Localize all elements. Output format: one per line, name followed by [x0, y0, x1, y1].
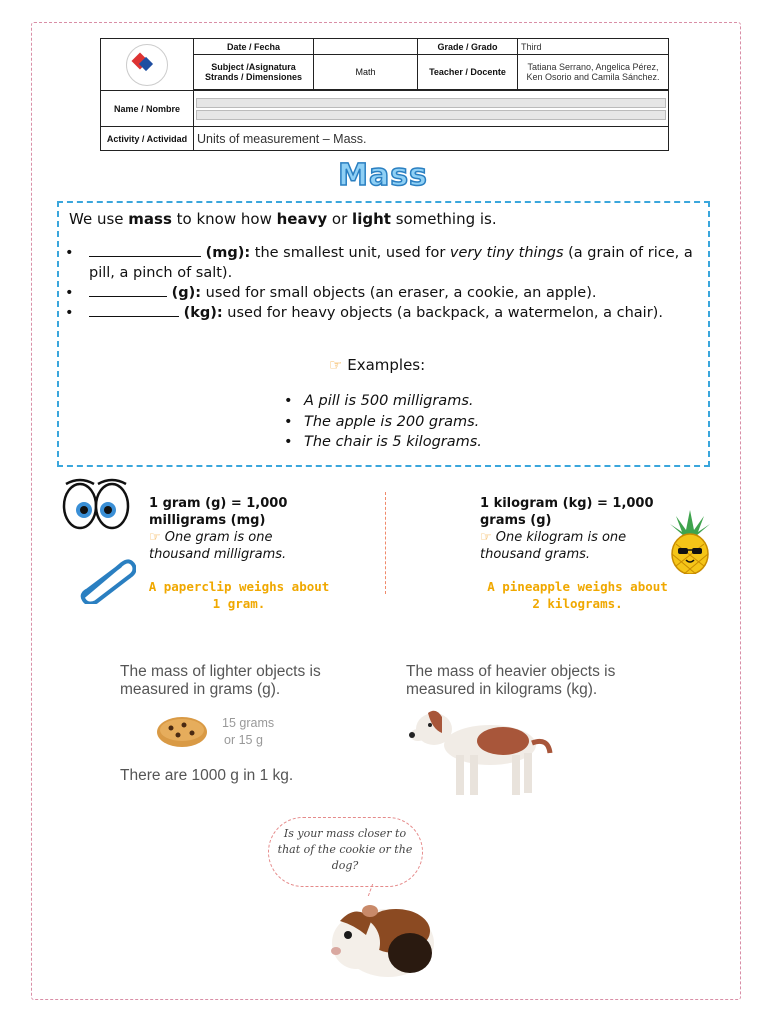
pineapple-icon [666, 510, 714, 574]
eyes-icon [60, 478, 132, 533]
teacher-label: Teacher / Docente [418, 55, 518, 90]
definition-box [57, 201, 710, 467]
question-text: Is your mass closer to that of the cookie or the dog? [277, 827, 413, 872]
cookie-icon [156, 716, 208, 748]
gram-note: ☞ One gram is one thousand milligrams. [149, 530, 287, 562]
kilogram-equation: 1 kilogram (kg) = 1,000 grams (g) [480, 496, 654, 528]
teacher-value: Tatiana Serrano, Angelica Pérez, Ken Osorio and Camila Sánchez. [518, 55, 669, 90]
subject-value: Math [314, 55, 418, 90]
gram-info [149, 495, 324, 563]
example-item: • The apple is 200 grams. [304, 412, 482, 433]
activity-value: Units of measurement – Mass. [194, 127, 669, 151]
grade-value: Third [518, 39, 669, 55]
unit-item-kg: • (kg): used for heavy objects (a backpack, a watermelon, a chair). [89, 303, 699, 323]
unit-item-mg: • (mg): the smallest unit, used for very tiny things (a grain of rice, a pill, a pinch of salt). [89, 243, 699, 283]
date-label: Date / Fecha [194, 39, 314, 55]
page-title: Mass [338, 158, 428, 193]
grade-label: Grade / Grado [418, 39, 518, 55]
gram-equation: 1 gram (g) = 1,000 milligrams (mg) [149, 496, 288, 528]
subject-label: Subject /Asignatura Strands / Dimensiones [194, 55, 314, 90]
example-item: • The chair is 5 kilograms. [304, 432, 482, 453]
activity-label: Activity / Actividad [101, 127, 194, 151]
paperclip-fact: A paperclip weighs about 1 gram. [148, 579, 330, 611]
pointing-hand-icon: ☞ [149, 530, 161, 545]
example-item: • A pill is 500 milligrams. [304, 391, 482, 412]
fill-blank-kg[interactable] [89, 303, 179, 317]
fill-blank-g[interactable] [89, 283, 167, 297]
cookie-label-2: or 15 g [224, 733, 263, 747]
kg-fact: There are 1000 g in 1 kg. [120, 767, 294, 784]
dog-icon [408, 703, 553, 803]
unit-item-g: • (g): used for small objects (an eraser, a cookie, an apple). [89, 283, 699, 303]
pointing-hand-icon: ☞ [329, 356, 343, 374]
name-field[interactable] [194, 91, 669, 127]
date-value[interactable] [314, 39, 418, 55]
fill-blank-mg[interactable] [89, 243, 201, 257]
school-logo [126, 44, 168, 86]
logo-cell [101, 39, 194, 91]
units-list [89, 243, 699, 323]
kilogram-note: ☞ One kilogram is one thousand grams. [480, 530, 627, 562]
examples-list [304, 391, 482, 453]
pineapple-fact: A pineapple weighs about 2 kilograms. [487, 579, 668, 611]
column-divider [385, 492, 386, 594]
paperclip-icon [76, 556, 136, 604]
name-label: Name / Nombre [101, 91, 194, 127]
cookie-label-1: 15 grams [222, 716, 275, 730]
examples-heading: ☞ Examples: [329, 356, 426, 374]
pointing-hand-icon: ☞ [480, 530, 492, 545]
kilogram-info [480, 495, 665, 563]
guinea-pig-icon [326, 895, 438, 983]
header-table [100, 38, 669, 151]
intro-sentence: We use mass to know how heavy or light something is. [69, 210, 497, 228]
lighter-objects-text: The mass of lighter objects is measured in grams (g). [120, 663, 321, 698]
heavier-objects-text: The mass of heavier objects is measured in kilograms (kg). [406, 663, 616, 698]
